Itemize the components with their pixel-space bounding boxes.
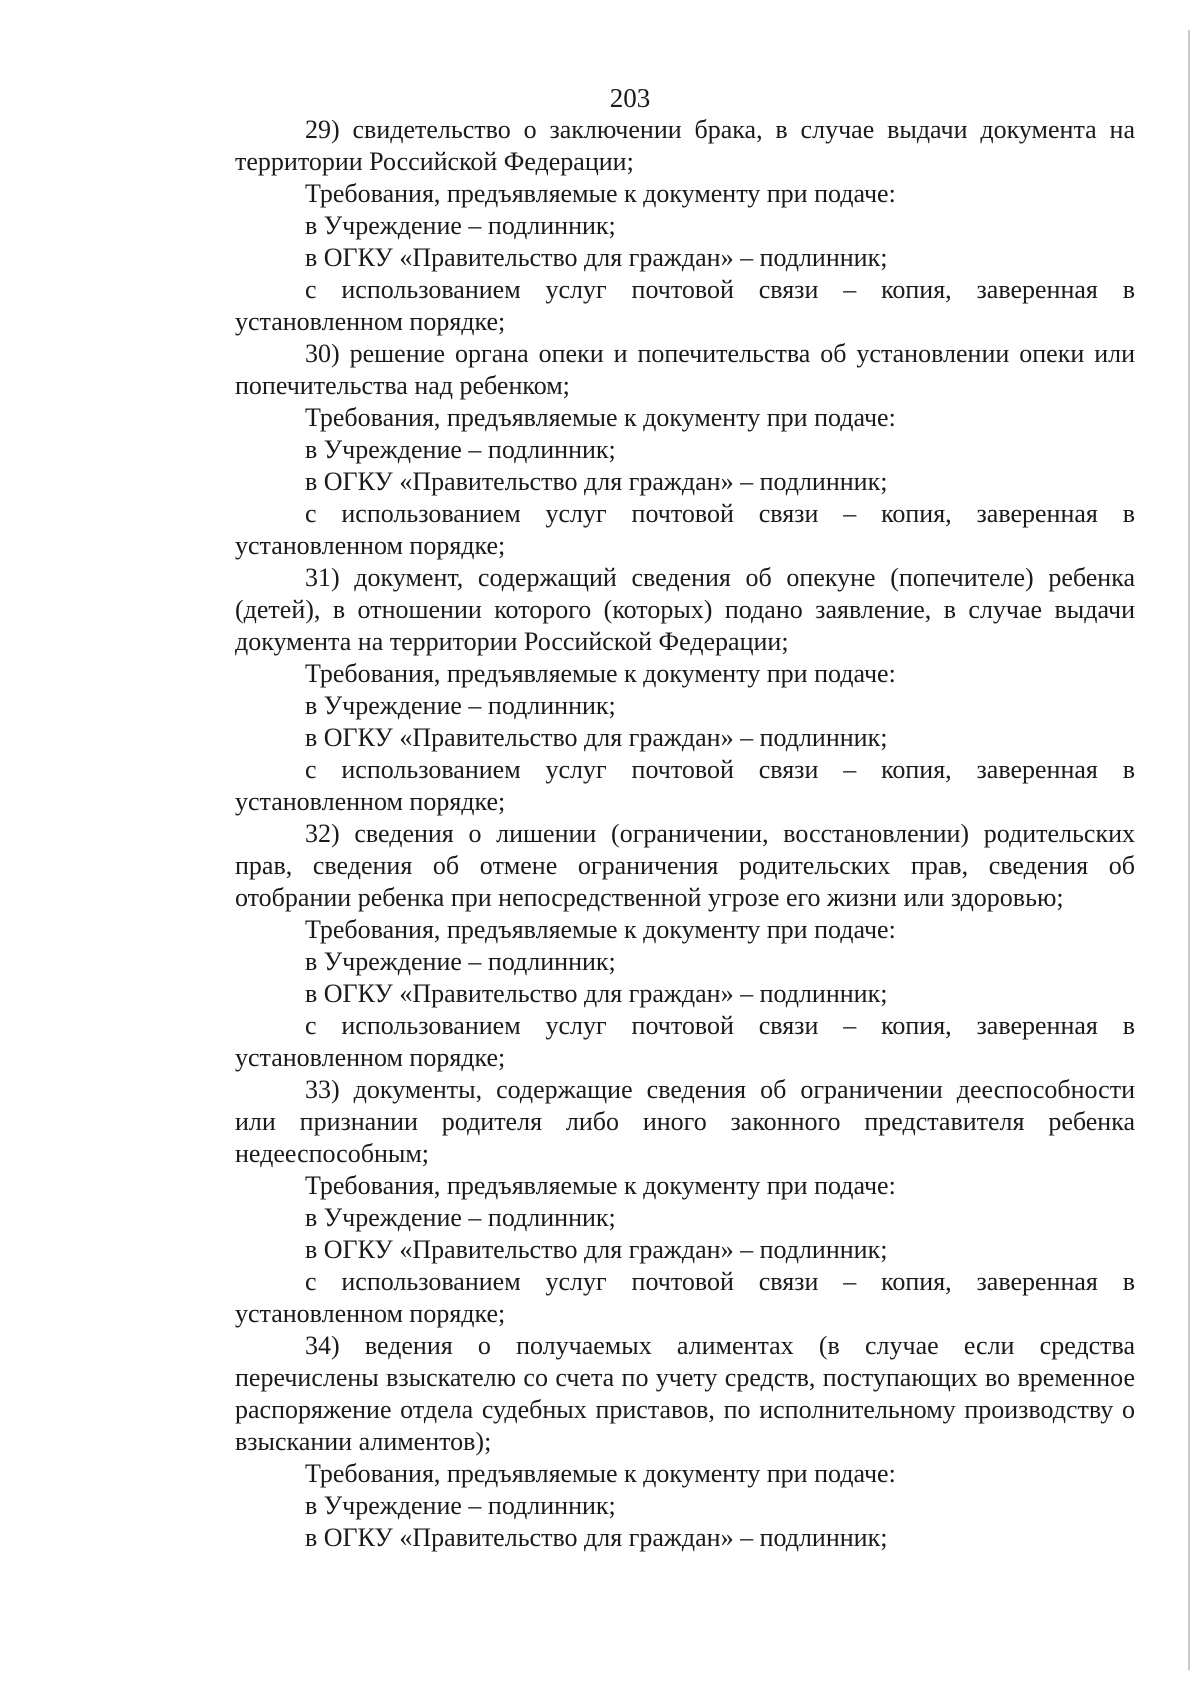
requirement-ogku: в ОГКУ «Правительство для граждан» – подлинник; [305, 979, 888, 1008]
requirement-ogku: в ОГКУ «Правительство для граждан» – подлинник; [305, 1523, 888, 1552]
page-number: 203 [609, 83, 651, 113]
requirement-ogku: в ОГКУ «Правительство для граждан» – подлинник; [305, 243, 888, 272]
requirements-heading: Требования, предъявляемые к документу при подаче: [305, 659, 896, 688]
paragraph-item-32: 32) сведения о лишении (ограничении, восстановлении) родительских прав, сведения об отмене ограничения родительских прав, сведения об отобрании ребенка при непосредственной угрозе его жизни или здоровью; [235, 819, 1135, 912]
requirement-ogku: в ОГКУ «Правительство для граждан» – подлинник; [305, 467, 888, 496]
requirement-postal: с использованием услуг почтовой связи – копия, заверенная в установленном порядке; [235, 275, 1135, 336]
requirement-institution: в Учреждение – подлинник; [305, 211, 616, 240]
requirement-ogku: в ОГКУ «Правительство для граждан» – подлинник; [305, 1235, 888, 1264]
requirement-postal: с использованием услуг почтовой связи – копия, заверенная в установленном порядке; [235, 1011, 1135, 1072]
requirements-heading: Требования, предъявляемые к документу при подаче: [305, 1171, 896, 1200]
requirement-postal: с использованием услуг почтовой связи – копия, заверенная в установленном порядке; [235, 499, 1135, 560]
requirement-institution: в Учреждение – подлинник; [305, 691, 616, 720]
scan-edge-line [1188, 30, 1190, 1670]
paragraph-item-30: 30) решение органа опеки и попечительства об установлении опеки или попечительства над ребенком; [235, 339, 1135, 400]
requirement-postal: с использованием услуг почтовой связи – копия, заверенная в установленном порядке; [235, 1267, 1135, 1328]
paragraph-item-34: 34) ведения о получаемых алиментах (в случае если средства перечислены взыскателю со счета по учету средств, поступающих во временное распоряжение отдела судебных приставов, по исполнительному производству о взыскании алиментов); [235, 1331, 1135, 1456]
requirement-institution: в Учреждение – подлинник; [305, 1203, 616, 1232]
paragraph-item-29: 29) свидетельство о заключении брака, в случае выдачи документа на территории Российской Федерации; [235, 115, 1135, 176]
requirement-institution: в Учреждение – подлинник; [305, 1491, 616, 1520]
requirement-institution: в Учреждение – подлинник; [305, 947, 616, 976]
requirements-heading: Требования, предъявляемые к документу при подаче: [305, 403, 896, 432]
paragraph-item-33: 33) документы, содержащие сведения об ограничении дееспособности или признании родителя либо иного законного представителя ребенка недееспособным; [235, 1075, 1135, 1168]
requirement-ogku: в ОГКУ «Правительство для граждан» – подлинник; [305, 723, 888, 752]
requirements-heading: Требования, предъявляемые к документу при подаче: [305, 1459, 896, 1488]
requirements-heading: Требования, предъявляемые к документу при подаче: [305, 915, 896, 944]
requirement-institution: в Учреждение – подлинник; [305, 435, 616, 464]
document-body [235, 114, 1135, 1554]
requirement-postal: с использованием услуг почтовой связи – копия, заверенная в установленном порядке; [235, 755, 1135, 816]
requirements-heading: Требования, предъявляемые к документу при подаче: [305, 179, 896, 208]
paragraph-item-31: 31) документ, содержащий сведения об опекуне (попечителе) ребенка (детей), в отношении которого (которых) подано заявление, в случае выдачи документа на территории Российской Федерации; [235, 563, 1135, 656]
